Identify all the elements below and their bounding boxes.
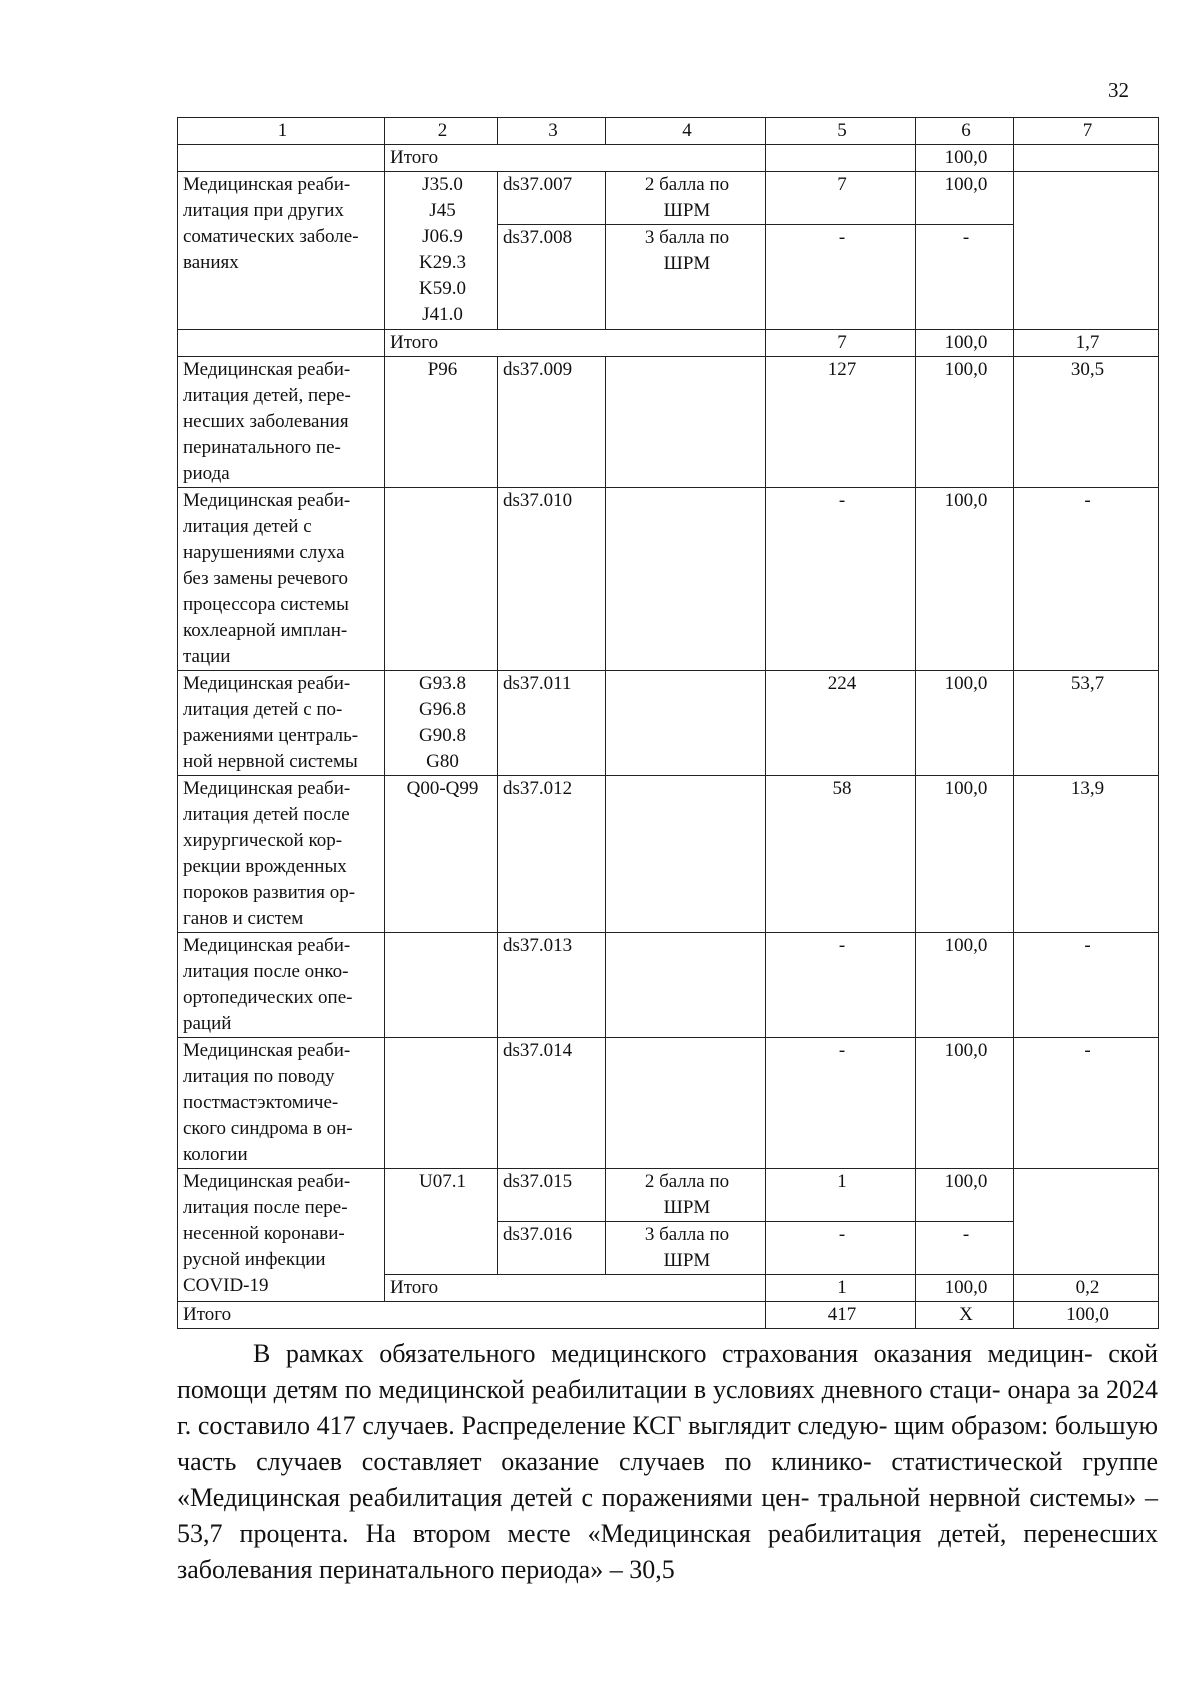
ksg-code-cell: ds37.012	[498, 776, 606, 933]
table-row	[178, 1169, 1159, 1222]
empty-cell	[606, 776, 766, 933]
share-cell: 13,9	[1014, 776, 1159, 933]
cases-cell: 224	[766, 671, 916, 776]
cases-cell: 7	[766, 330, 916, 357]
cases-cell: 58	[766, 776, 916, 933]
empty-cell	[178, 330, 385, 357]
share-cell: 53,7	[1014, 671, 1159, 776]
table-row	[178, 172, 1159, 225]
table-row	[178, 145, 1159, 172]
ksg-code-cell: ds37.014	[498, 1038, 606, 1169]
table-row	[178, 1302, 1159, 1329]
total-label: Итого	[385, 145, 766, 172]
paragraph-line: щим образом: большую часть случаев составляет оказание случаев по клинико-	[177, 1411, 1158, 1476]
empty-cell	[1014, 1169, 1159, 1275]
ksg-code-cell: ds37.015	[498, 1169, 606, 1222]
empty-cell	[606, 933, 766, 1038]
total-label: Итого	[385, 1275, 766, 1302]
ksg-distribution-table	[177, 117, 1159, 1329]
percent-cell: 100,0	[916, 172, 1014, 225]
empty-cell	[606, 1038, 766, 1169]
cases-cell: -	[766, 1222, 916, 1275]
table-row	[178, 933, 1159, 1038]
empty-cell	[766, 145, 916, 172]
header-cell: 7	[1014, 118, 1159, 145]
share-cell: 100,0	[1014, 1302, 1159, 1329]
empty-cell	[385, 488, 498, 671]
table-row	[178, 671, 1159, 776]
share-cell: -	[1014, 488, 1159, 671]
ksg-code-cell: ds37.009	[498, 357, 606, 488]
ksg-name-cell: Медицинская реаби- литация после онко- ортопедических опе- раций	[178, 933, 385, 1038]
paragraph-line: ской помощи детям по медицинской реабилитации в условиях дневного стаци-	[177, 1339, 1158, 1404]
ksg-code-cell: ds37.011	[498, 671, 606, 776]
ksg-code-cell: ds37.010	[498, 488, 606, 671]
cases-cell: -	[766, 933, 916, 1038]
body-paragraph	[177, 1336, 1158, 1588]
grand-total-label: Итого	[178, 1302, 766, 1329]
ksg-name-cell: Медицинская реаби- литация детей с по- ражениями централь- ной нервной системы	[178, 671, 385, 776]
ksg-name-cell: Медицинская реаби- литация детей после хирургической кор- рекции врожденных пороков развития ор- ганов и систем	[178, 776, 385, 933]
empty-cell	[1014, 172, 1159, 330]
cases-cell: 7	[766, 172, 916, 225]
percent-cell: Х	[916, 1302, 1014, 1329]
header-cell: 4	[606, 118, 766, 145]
empty-cell	[385, 933, 498, 1038]
table-row	[178, 357, 1159, 488]
percent-cell: 100,0	[916, 1038, 1014, 1169]
table-row	[178, 776, 1159, 933]
share-cell: -	[1014, 1038, 1159, 1169]
paragraph-line: реабилитация детей, перенесших заболевания перинатального периода» – 30,5	[177, 1519, 1158, 1584]
ksg-name-cell: Медицинская реаби- литация детей с нарушениями слуха без замены речевого процессора системы кохлеарной имплан- тации	[178, 488, 385, 671]
cases-cell: -	[766, 488, 916, 671]
ksg-code-cell: ds37.016	[498, 1222, 606, 1275]
header-cell: 5	[766, 118, 916, 145]
empty-cell	[606, 671, 766, 776]
ksg-name-cell: Медицинская реаби- литация по поводу постмастэктомиче- ского синдрома в он- кологии	[178, 1038, 385, 1169]
diagnosis-codes-cell: P96	[385, 357, 498, 488]
cases-cell: 1	[766, 1275, 916, 1302]
percent-cell: 100,0	[916, 671, 1014, 776]
diagnosis-codes-cell: Q00-Q99	[385, 776, 498, 933]
empty-cell	[1014, 145, 1159, 172]
header-cell: 2	[385, 118, 498, 145]
table-row	[178, 330, 1159, 357]
empty-cell	[606, 357, 766, 488]
diagnosis-codes-cell: U07.1	[385, 1169, 498, 1275]
empty-cell	[178, 145, 385, 172]
percent-cell: 100,0	[916, 933, 1014, 1038]
ksg-name-cell: Медицинская реаби- литация детей, пере- несших заболевания перинатального пе- риода	[178, 357, 385, 488]
total-label: Итого	[385, 330, 766, 357]
empty-cell	[385, 1038, 498, 1169]
ksg-code-cell: ds37.013	[498, 933, 606, 1038]
header-cell: 3	[498, 118, 606, 145]
cases-cell: 127	[766, 357, 916, 488]
table-row	[178, 488, 1159, 671]
percent-cell: 100,0	[916, 776, 1014, 933]
diagnosis-codes-cell: G93.8 G96.8 G90.8 G80	[385, 671, 498, 776]
score-cell: 2 балла по ШРМ	[606, 172, 766, 225]
percent-cell: 100,0	[916, 145, 1014, 172]
paragraph-line: онара за 2024 г. составило 417 случаев. Распределение КСГ выглядит следую-	[177, 1375, 1158, 1440]
cases-cell: -	[766, 225, 916, 330]
paragraph-line: тральной нервной системы» – 53,7 процента. На втором месте «Медицинская	[177, 1483, 1158, 1548]
score-cell: 2 балла по ШРМ	[606, 1169, 766, 1222]
score-cell: 3 балла по ШРМ	[606, 225, 766, 330]
percent-cell: 100,0	[916, 1169, 1014, 1222]
cases-cell: -	[766, 1038, 916, 1169]
cases-cell: 1	[766, 1169, 916, 1222]
percent-cell: -	[916, 1222, 1014, 1275]
share-cell: 0,2	[1014, 1275, 1159, 1302]
ksg-name-cell: Медицинская реаби- литация при других соматических заболе- ваниях	[178, 172, 385, 330]
share-cell: 1,7	[1014, 330, 1159, 357]
ksg-code-cell: ds37.007	[498, 172, 606, 225]
share-cell: 30,5	[1014, 357, 1159, 488]
header-row	[178, 118, 1159, 145]
header-cell: 1	[178, 118, 385, 145]
share-cell: -	[1014, 933, 1159, 1038]
cases-cell: 417	[766, 1302, 916, 1329]
score-cell: 3 балла по ШРМ	[606, 1222, 766, 1275]
paragraph-line: В рамках обязательного медицинского страхования оказания медицин-	[253, 1339, 1093, 1368]
paragraph-line: статистической группе «Медицинская реабилитация детей с поражениями цен-	[177, 1447, 1158, 1512]
empty-cell	[606, 488, 766, 671]
diagnosis-codes-cell: J35.0 J45 J06.9 K29.3 K59.0 J41.0	[385, 172, 498, 330]
ksg-code-cell: ds37.008	[498, 225, 606, 330]
percent-cell: 100,0	[916, 1275, 1014, 1302]
header-cell: 6	[916, 118, 1014, 145]
percent-cell: -	[916, 225, 1014, 330]
percent-cell: 100,0	[916, 488, 1014, 671]
page-number: 32	[1108, 78, 1129, 102]
percent-cell: 100,0	[916, 357, 1014, 488]
percent-cell: 100,0	[916, 330, 1014, 357]
ksg-name-cell: Медицинская реаби- литация после пере- несенной коронави- русной инфекции COVID-19	[178, 1169, 385, 1302]
table-row	[178, 1038, 1159, 1169]
